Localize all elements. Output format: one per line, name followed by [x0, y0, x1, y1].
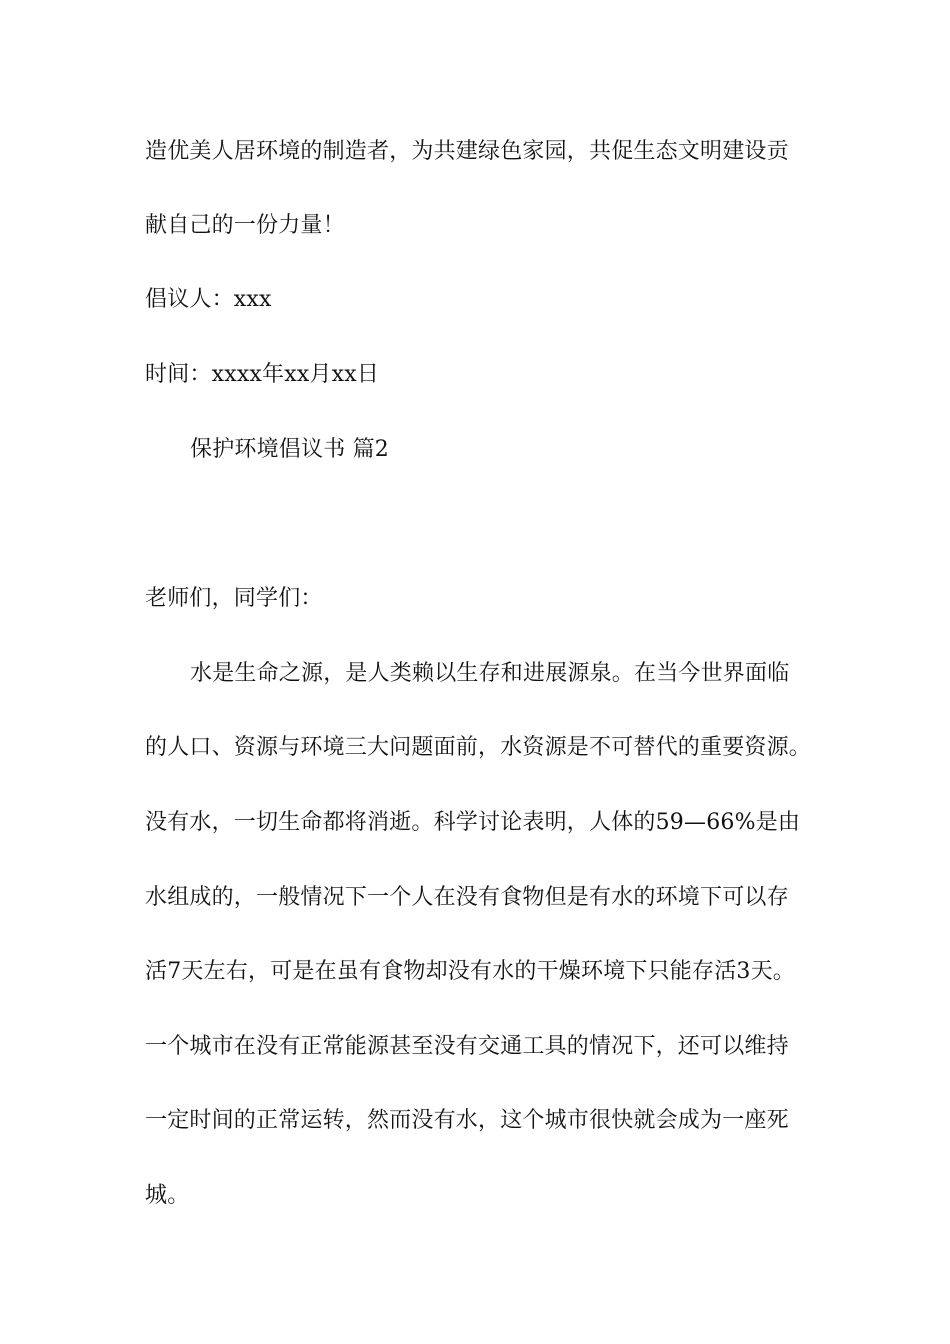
salutation: 老师们，同学们： — [145, 586, 323, 611]
date-line: 时间：xxxx年xx月xx日 — [145, 362, 380, 387]
body-text-line: 一定时间的正常运转，然而没有水，这个城市很快就会成为一座死 — [145, 1108, 789, 1133]
body-text-line: 献自己的一份力量！ — [145, 213, 345, 238]
proposer-line: 倡议人：xxx — [145, 287, 272, 312]
body-text-line: 造优美人居环境的制造者，为共建绿色家园，共促生态文明建设贡 — [145, 139, 789, 164]
paragraph-first-line: 水是生命之源，是人类赖以生存和进展源泉。在当今世界面临 — [190, 661, 790, 686]
body-text-line: 城。 — [145, 1183, 190, 1208]
section-title: 保护环境倡议书 篇2 — [190, 437, 389, 462]
body-text-line: 活7天左右，可是在虽有食物却没有水的干燥环境下只能存活3天。 — [145, 959, 795, 984]
body-text-line: 没有水，一切生命都将消逝。科学讨论表明，人体的59—66%是由 — [145, 810, 801, 835]
body-text-line: 水组成的，一般情况下一个人在没有食物但是有水的环境下可以存 — [145, 885, 789, 910]
body-text-line: 的人口、资源与环境三大问题面前，水资源是不可替代的重要资源。 — [145, 735, 812, 760]
body-text-line: 一个城市在没有正常能源甚至没有交通工具的情况下，还可以维持 — [145, 1034, 789, 1059]
